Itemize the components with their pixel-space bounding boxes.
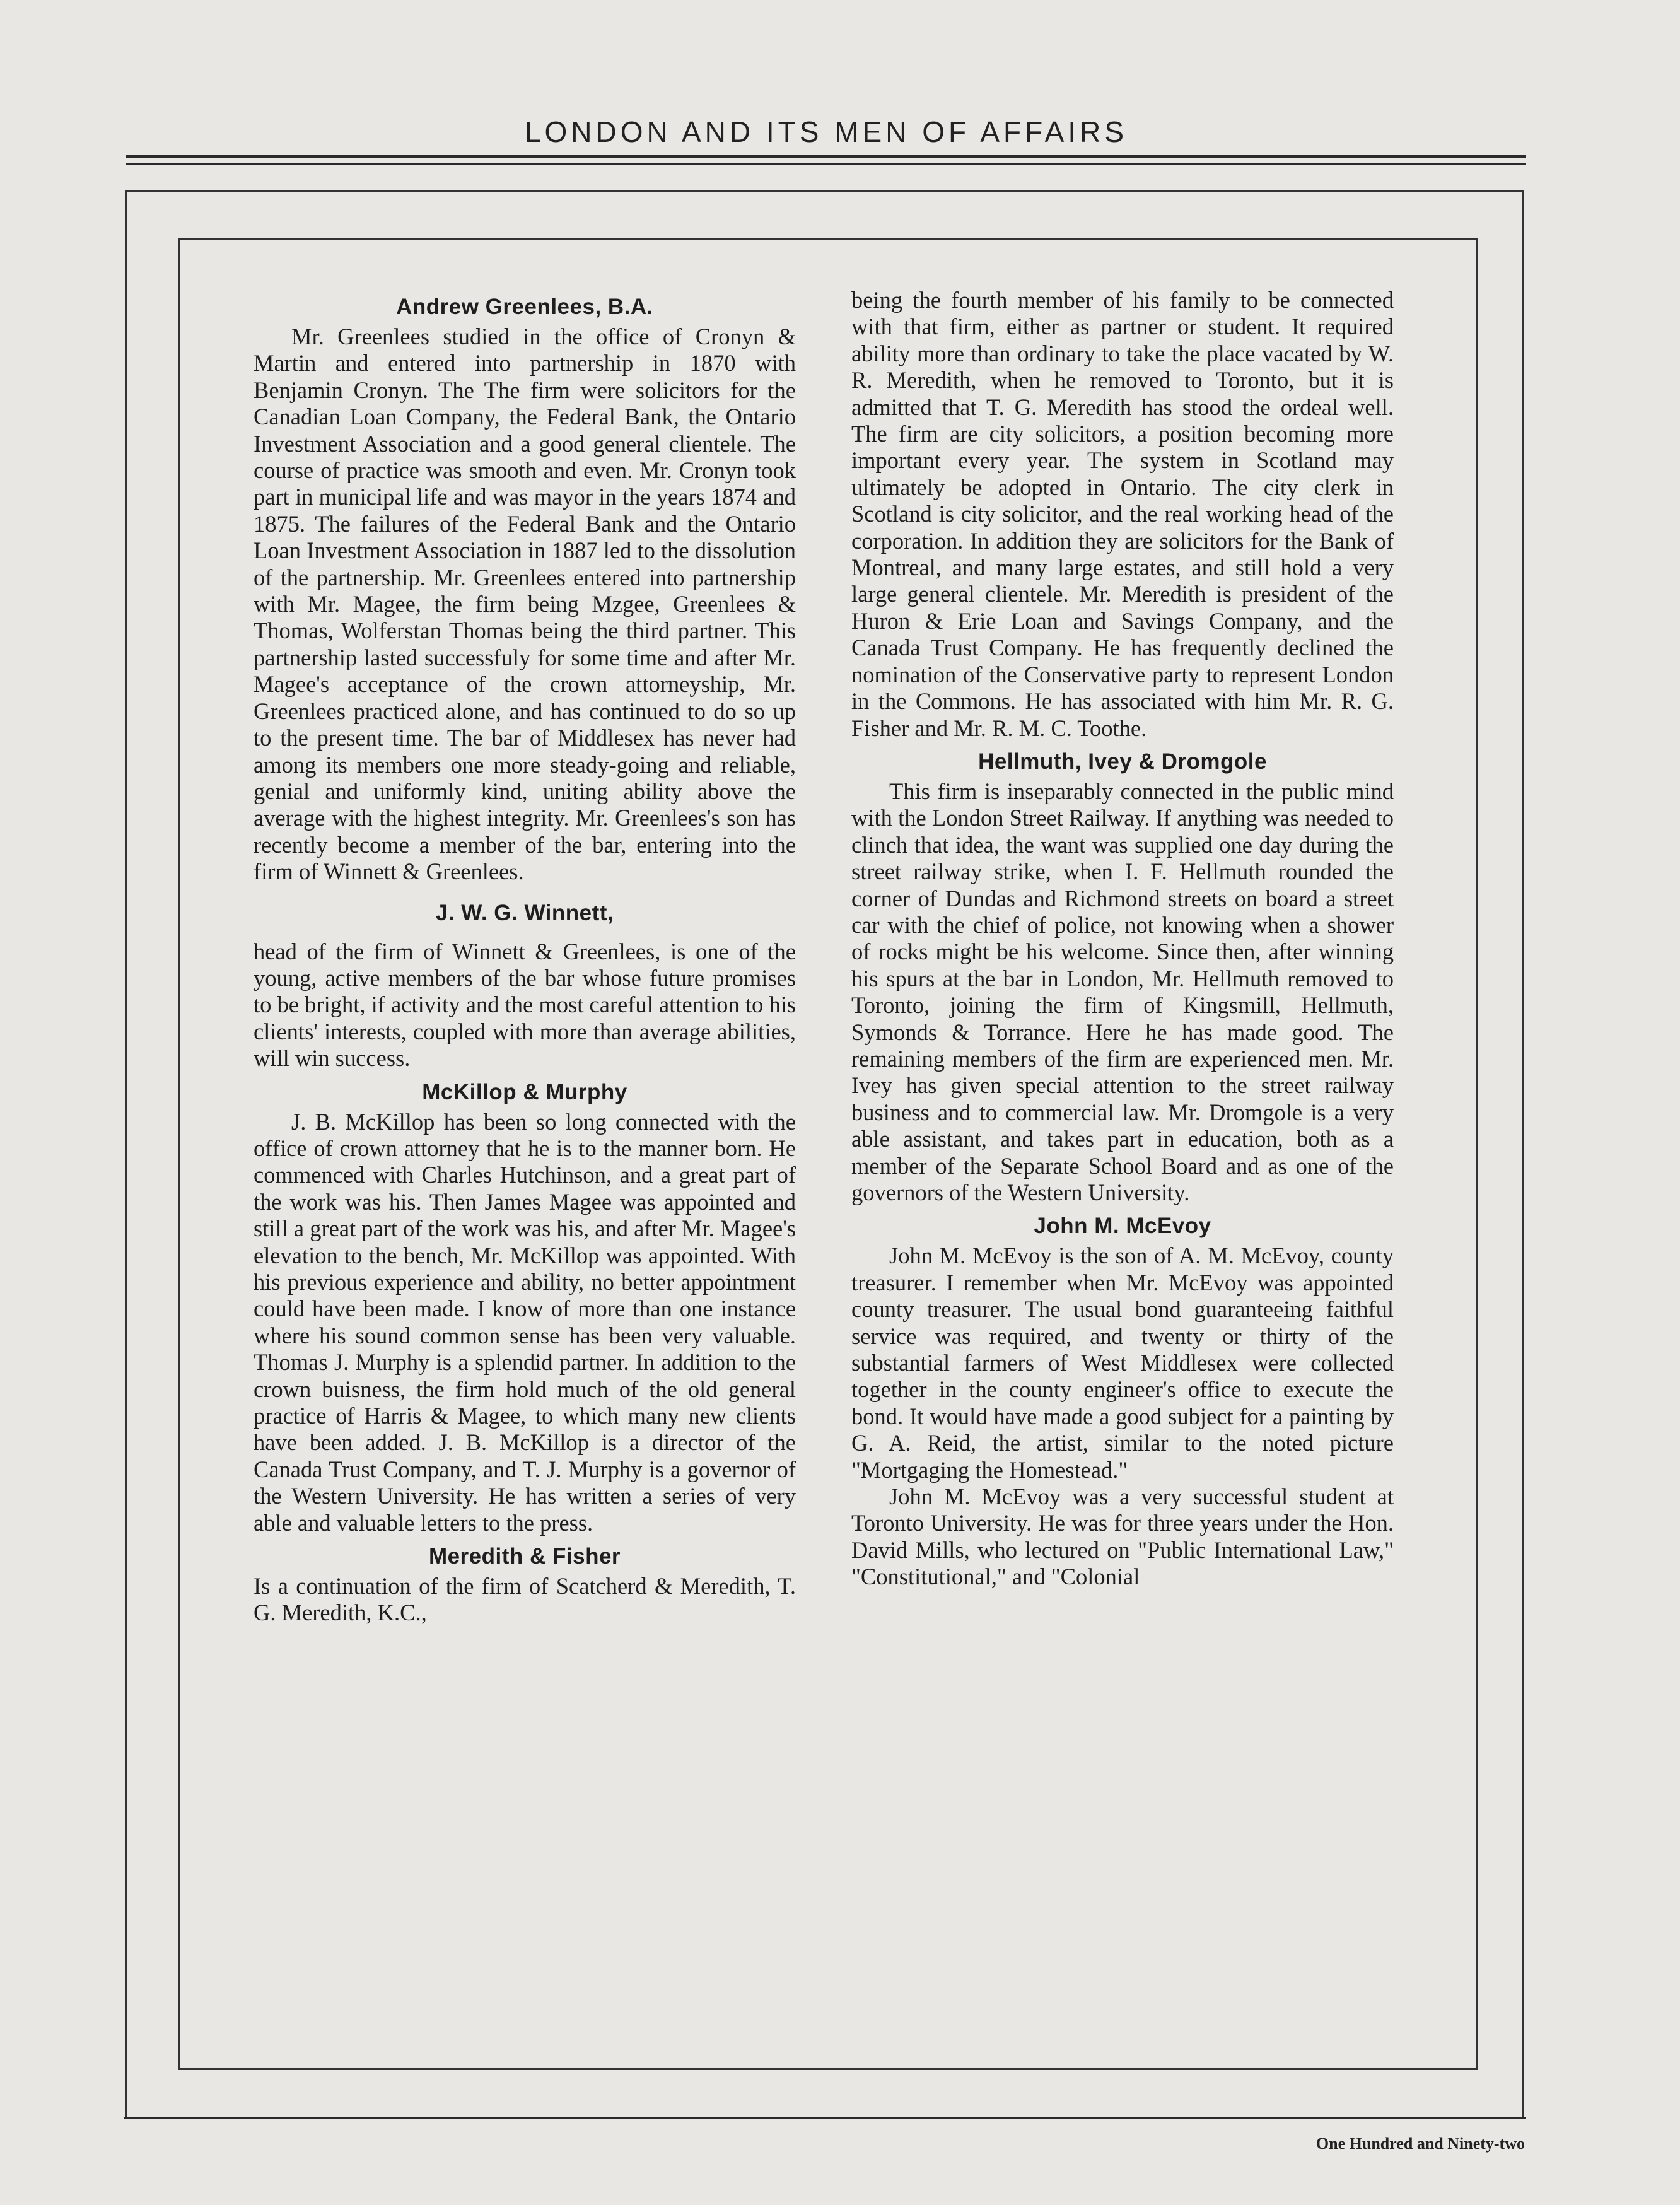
body-greenlees: Mr. Greenlees studied in the office of Cronyn & Martin and entered into partnership in 1870 with Benjamin Cronyn. The The firm were solicitors for the Canadian Loan Company, the Federal Bank, the Ontario Investment Association and a good general clientele. The course of practice was smooth and even. Mr. Cronyn took part in municipal life and was mayor in the years 1874 and 1875. The failures of the Federal Bank and the Ontario Loan Investment Association in 1887 led to the dissolution of the partnership. Mr. Greenlees entered into partnership with Mr. Magee, the firm being Mzgee, Greenlees & Thomas, Wolferstan Thomas being the third partner. This partnership lasted successfuly for some time and after Mr. Magee's acceptance of the crown attorneyship, Mr. Greenlees practiced alone, and has continued to do so up to the present time. The bar of Middlesex has never had among its members one more steady-going and reliable, genial and uniformly kind, uniting ability above the average with the highest integrity. Mr. Greenlees's son has recently become a member of the bar, entering into the firm of Winnett & Greenlees.: [254, 324, 796, 885]
column-left: [254, 287, 796, 1627]
body-meredith-part2: being the fourth member of his family to be connected with that firm, either as partner or student. It required ability more than ordinary to take the place vacated by W. R. Meredith, when he removed to Toronto, but it is admitted that T. G. Meredith has stood the ordeal well. The firm are city solicitors, a position becoming more important every year. The system in Scotland may ultimately be adopted in Ontario. The city clerk in Scotland is city solicitor, and the real working head of the corporation. In addition they are solicitors for the Bank of Montreal, and many large estates, and still hold a very large general clientele. Mr. Meredith is president of the Huron & Erie Loan and Savings Company, and the Canada Trust Company. He has frequently declined the nomination of the Conservative party to represent London in the Commons. He has associated with him Mr. R. G. Fisher and Mr. R. M. C. Toothe.: [851, 287, 1394, 741]
heading-winnett: J. W. G. Winnett,: [435, 900, 614, 925]
body-winnett: head of the firm of Winnett & Greenlees, is one of the young, active members of the bar whose future promises to be bright, if activity and the most careful attention to his clients' interests, coupled with more than average abilities, will win success.: [254, 938, 796, 1072]
body-hellmuth: This firm is inseparably connected in the public mind with the London Street Railway. If anything was needed to clinch that idea, the want was supplied one day during the street railway strike, when I. F. Hellmuth rounded the corner of Dundas and Richmond streets on board a street car with the chief of police, not knowing when a shower of rocks might be his welcome. Since then, after winning his spurs at the bar in London, Mr. Hellmuth removed to Toronto, joining the firm of Kingsmill, Hellmuth, Symonds & Torrance. Here he has made good. The remaining members of the firm are experienced men. Mr. Ivey has given special attention to the street railway business and to commercial law. Mr. Dromgole is a very able assistant, and takes part in education, both as a member of the Separate School Board and as one of the governors of the Western University.: [851, 778, 1394, 1205]
heading-mcevoy: John M. McEvoy: [1034, 1214, 1211, 1239]
heading-hellmuth: Hellmuth, Ivey & Dromgole: [978, 749, 1267, 774]
body-mcevoy-p2: John M. McEvoy was a very successful student at Toronto University. He was for three years under the Hon. David Mills, who lectured on "Public International Law," "Constitutional," and "Colonial: [851, 1483, 1394, 1590]
heading-mckillop: McKillop & Murphy: [422, 1079, 627, 1104]
header-rule-thick: [126, 155, 1526, 158]
heading-meredith: Meredith & Fisher: [428, 1544, 621, 1569]
page-number: One Hundred and Ninety-two: [1315, 2134, 1525, 2153]
column-right: [851, 287, 1394, 1591]
body-meredith-part1: Is a continuation of the firm of Scatcherd & Meredith, T. G. Meredith, K.C.,: [254, 1573, 796, 1626]
body-mckillop: J. B. McKillop has been so long connected with the office of crown attorney that he is to the manner born. He commenced with Charles Hutchinson, and a great part of the work was his. Then James Magee was appointed and still a great part of the work was his, and after Mr. Magee's elevation to the bench, Mr. McKillop was appointed. With his previous experience and ability, no better appointment could have been made. I know of more than one instance where his sound common sense has been very valuable. Thomas J. Murphy is a splendid partner. In addition to the crown buisness, the firm hold much of the old general practice of Harris & Magee, to which many new clients have been added. J. B. McKillop is a director of the Canada Trust Company, and T. J. Murphy is a governor of the Western University. He has written a series of very able and valuable letters to the press.: [254, 1108, 796, 1536]
footer-rule: [124, 2117, 1526, 2119]
header-rule-thin: [126, 163, 1526, 165]
running-head: LONDON AND ITS MEN OF AFFAIRS: [524, 115, 1128, 148]
body-mcevoy-p1: John M. McEvoy is the son of A. M. McEvoy, county treasurer. I remember when Mr. McEvoy was appointed county treasurer. The usual bond guaranteeing faithful service was required, and twenty or thirty of the substantial farmers of West Middlesex were collected together in the county engineer's office to execute the bond. It would have made a good subject for a painting by G. A. Reid, the artist, similar to the noted picture "Mortgaging the Homestead.": [851, 1243, 1394, 1483]
heading-greenlees: Andrew Greenlees, B.A.: [396, 295, 653, 319]
